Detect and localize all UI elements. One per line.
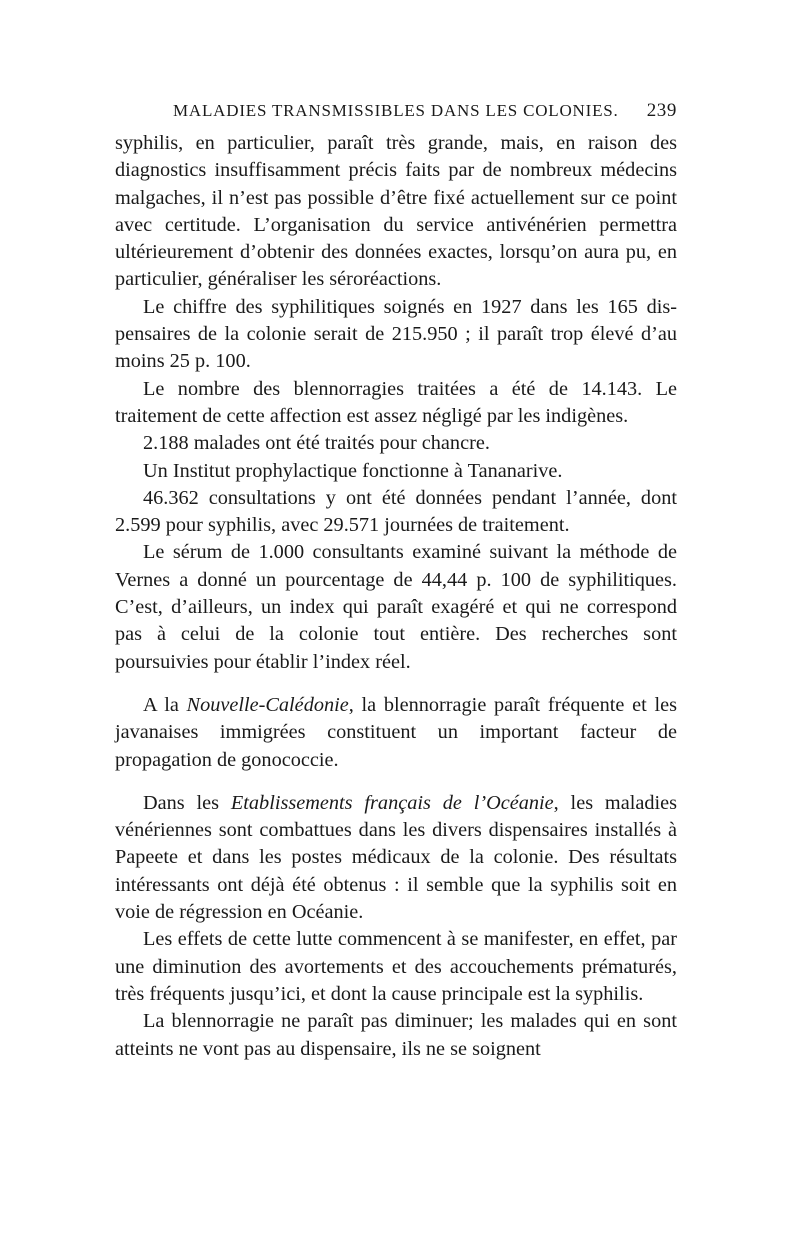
text-segment: A la — [143, 693, 187, 716]
text-segment: Dans les — [143, 791, 231, 814]
paragraph-blennorrhagia-dispensary: La blennorragie ne paraît pas diminuer; les malades qui en sont atteints ne vont pas au dispensaire, ils ne se soignent — [115, 1010, 677, 1060]
paragraph-blennorrhagia-count: Le nombre des blennorragies traitées a été de 14.143. Le traitement de cette affection est assez négligé par les indigènes. — [115, 377, 677, 427]
paragraph-oceanie — [115, 790, 677, 926]
running-head — [115, 100, 677, 122]
paragraph-effects: Les effets de cette lutte commencent à se manifester, en effet, par une diminution des avortements et des accouchements prématurés, très fréquents jusqu’ici, et dont la cause principale est la syphilis. — [115, 928, 677, 1005]
section-gap — [115, 774, 677, 790]
text-segment: , les maladies vénériennes sont combattues dans les divers dispensaires installés à Papeete et dans les postes médicaux de la colonie. Des résultats intéressants ont déjà été obtenus : il semble que la syphilis soit en voie de régression en Océanie. — [115, 791, 678, 924]
place-name-oceanie: Etablissements français de l’Océanie — [230, 791, 554, 814]
running-title: MALADIES TRANSMISSIBLES DANS LES COLONIES. — [173, 101, 619, 120]
paragraph-serum: Le sérum de 1.000 consultants examiné suivant la méthode de Vernes a donné un pourcentage de 44,44 p. 100 de syphilitiques. C’est, d’ailleurs, un index qui paraît exagéré et qui ne correspond pas à celui de la colonie tout entière. Des recherches sont poursuivies pour établir l’index réel. — [115, 541, 677, 673]
place-name-nouvelle-caledonie: Nouvelle-Calédonie — [186, 693, 349, 716]
paragraph-nouvelle-caledonie — [115, 692, 677, 774]
section-gap — [115, 676, 677, 692]
text-segment: , la blennorragie paraît fréquente et les javanaises immigrées constituent un important facteur de propagation de gonococcie. — [115, 693, 677, 771]
paragraph-consultations: 46.362 consultations y ont été données pendant l’année, dont 2.599 pour syphilis, avec 29.571 journées de traitement. — [115, 486, 677, 537]
page — [115, 100, 677, 1063]
page-number: 239 — [646, 100, 677, 121]
paragraph-syphilitic-count: Le chiffre des syphilitiques soignés en 1927 dans les 165 dispensaires de la colonie serait de 215.950 ; il paraît trop élevé d’au moins 25 p. 100. — [115, 295, 677, 373]
paragraph-chancre: 2.188 malades ont été traités pour chancre. — [143, 432, 490, 455]
paragraph-continuation: syphilis, en particulier, paraît très grande, mais, en raison des diagnostics insuffisamment précis faits par de nombreux médecins malgaches, il n’est pas possible d’être fixé actuellement sur ce point avec certitude. L’organisation du service antivénérien permettra ultérieurement d’obtenir des données exactes, lorsqu’on aura pu, en particulier, généraliser les séroréactions. — [115, 132, 677, 291]
paragraph-institut: Un Institut prophylactique fonctionne à Tananarive. — [143, 459, 563, 482]
